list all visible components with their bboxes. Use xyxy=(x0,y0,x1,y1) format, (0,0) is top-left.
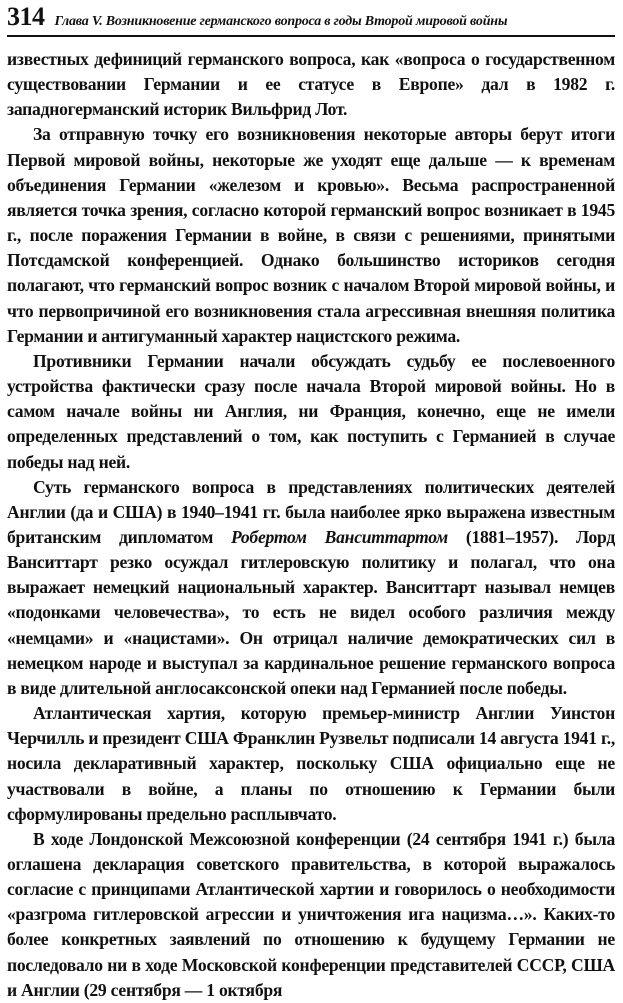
page-number: 314 xyxy=(7,2,45,31)
paragraph-text: Суть германского вопроса в представлениях политических деятелей Англии (да и США) в 1940–1941 гг. была наиболее ярко выражена известным британским дипломатом xyxy=(7,476,615,547)
paragraph: Противники Германии начали обсуждать судьбу ее послевоенного устройства фактически сразу после начала Второй мировой войны. Но в самом начале войны ни Англия, ни Франция, конечно, еще не имели определенных представлений о том, как поступить с Германией в случае победы над ней. xyxy=(7,350,615,472)
paragraph: За отправную точку его возникновения некоторые авторы берут итоги Первой мировой войны, некоторые же уходят еще дальше — к временам объединения Германии «железом и кровью». Весьма распространенной является точка зрения, согласно которой германский вопрос возникает в 1945 г., после поражения Германии в войне, в связи с решениями, принятыми Потсдамской конференцией. Однако большинство историков сегодня полагают, что германский вопрос возник с началом Второй мировой войны, и что первопричиной его возникновения стала агрессивная внешняя политика Германии и антигуманный характер нацистского режима. xyxy=(7,124,615,346)
running-title: Глава V. Возникновение германского вопроса в годы Второй мировой войны xyxy=(54,14,508,29)
paragraph: В ходе Лондонской Межсоюзной конференции (24 сентября 1941 г.) была оглашена декларация советского правительства, в которой выражалось согласие с принципами Атлантической хартии и говорилось о необходимости «разгрома гитлеровской агрессии и уничтожения ига нацизма…». Каких-то более конкретных заявлений по отношению к будущему Германии не последовало ни в ходе Московской конференции представителей СССР, США и Англии (29 сентября — 1 октября xyxy=(7,828,615,1000)
paragraph-text: (1881–1957). Лорд Ванситтарт резко осуждал гитлеровскую политику и полагал, что она выражает немецкий национальный характер. Ванситтарт называл немцев «подонками человечества», то есть не видел особого различия между «немцами» и «нацистами». Он отрицал наличие демократических сил в немецком народе и выступал за кардинальное решение германского вопроса в виде длительной англосаксонской опеки над Германией после победы. xyxy=(7,526,615,698)
body-text xyxy=(7,47,615,1003)
paragraph: известных дефиниций германского вопроса, как «вопроса о государственном существовании Германии и ее статусе в Европе» дал в 1982 г. западногерманский историк Вильфрид Лот. xyxy=(7,49,615,120)
paragraph xyxy=(7,475,615,701)
header-rule xyxy=(7,35,615,37)
page-header xyxy=(7,2,615,34)
emphasized-name: Робертом Ванситтартом xyxy=(231,526,448,547)
paragraph: Атлантическая хартия, которую премьер-министр Англии Уинстон Черчилль и президент США Франклин Рузвельт подписали 14 августа 1941 г., носила декларативный характер, поскольку США официально еще не участвовали в войне, а планы по отношению к Германии были сформулированы предельно расплывчато. xyxy=(7,703,615,824)
